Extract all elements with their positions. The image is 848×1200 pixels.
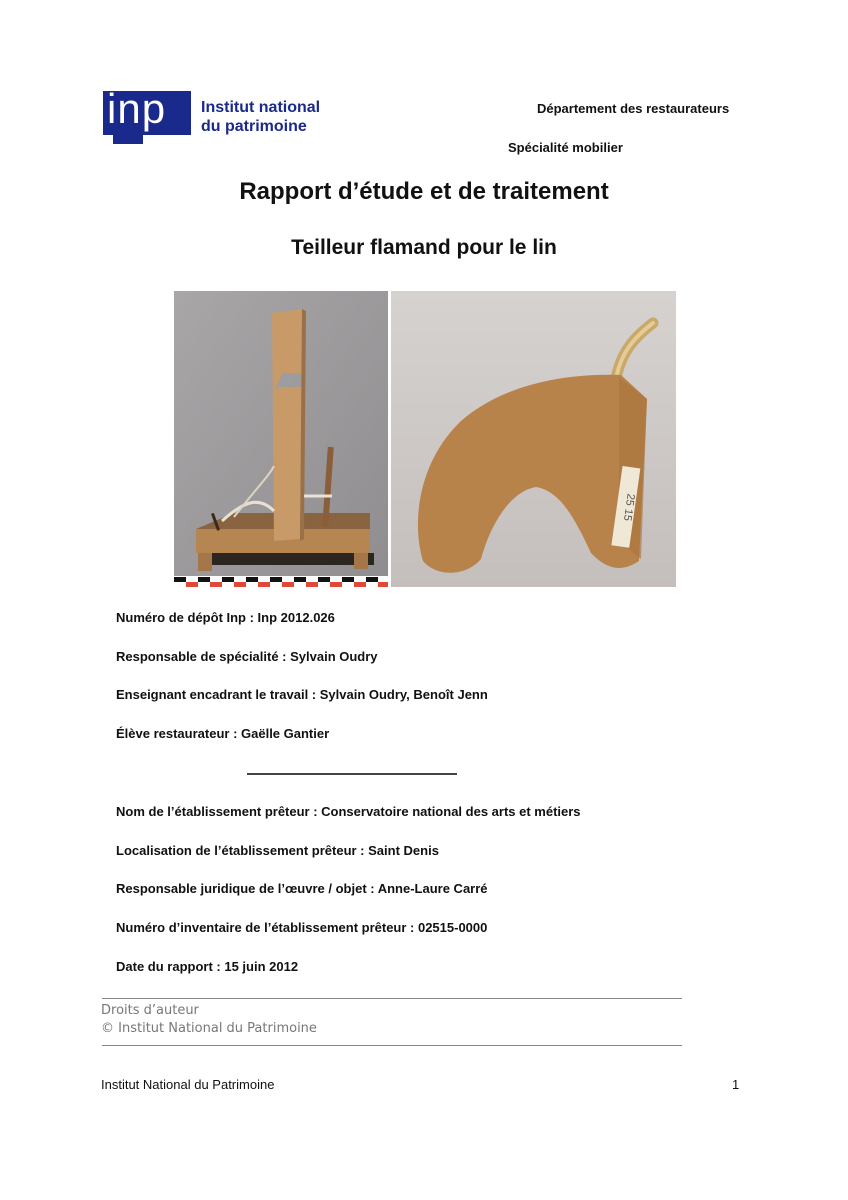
copyright-top-rule: [102, 998, 682, 999]
object-photo-detail-drawing: [391, 291, 676, 587]
object-photo-detail: [391, 291, 676, 587]
field-deposit-number: Numéro de dépôt Inp : Inp 2012.026: [116, 610, 335, 625]
copyright-heading: Droits d’auteur: [101, 1003, 199, 1018]
logo-line-1: Institut national: [201, 99, 321, 116]
object-label: 25 15: [620, 492, 637, 522]
page-number: 1: [732, 1077, 740, 1092]
footer-institution: Institut National du Patrimoine: [101, 1077, 275, 1092]
field-report-date: Date du rapport : 15 juin 2012: [116, 959, 299, 974]
field-legal-responsible: Responsable juridique de l’œuvre / objet : Anne-Laure Carré: [116, 881, 488, 896]
field-inventory-number: Numéro d’inventaire de l’établissement prêteur : 02515-0000: [116, 920, 488, 935]
report-title: Rapport d’étude et de traitement: [239, 178, 609, 205]
object-title: Teilleur flamand pour le lin: [291, 236, 557, 259]
inp-logo: [103, 85, 343, 145]
copyright-line: © Institut National du Patrimoine: [101, 1021, 317, 1036]
copyright-bottom-rule: [102, 1045, 682, 1046]
object-photo-front-drawing: [174, 291, 388, 587]
logo-wordmark: [201, 98, 320, 136]
field-lender-name: Nom de l’établissement prêteur : Conservatoire national des arts et métiers: [116, 804, 581, 819]
logo-line-2: du patrimoine: [201, 118, 307, 135]
field-specialty-head: Responsable de spécialité : Sylvain Oudry: [116, 649, 378, 664]
specialty-label: Spécialité mobilier: [508, 140, 623, 155]
field-lender-location: Localisation de l’établissement prêteur : Saint Denis: [116, 843, 439, 858]
object-photo-front: [174, 291, 388, 587]
field-supervisors: Enseignant encadrant le travail : Sylvain Oudry, Benoît Jenn: [116, 687, 488, 702]
field-student: Élève restaurateur : Gaëlle Gantier: [116, 726, 330, 741]
logo-mark-text: inp: [107, 85, 167, 132]
department-label: Département des restaurateurs: [537, 101, 730, 116]
section-separator: [247, 773, 457, 775]
